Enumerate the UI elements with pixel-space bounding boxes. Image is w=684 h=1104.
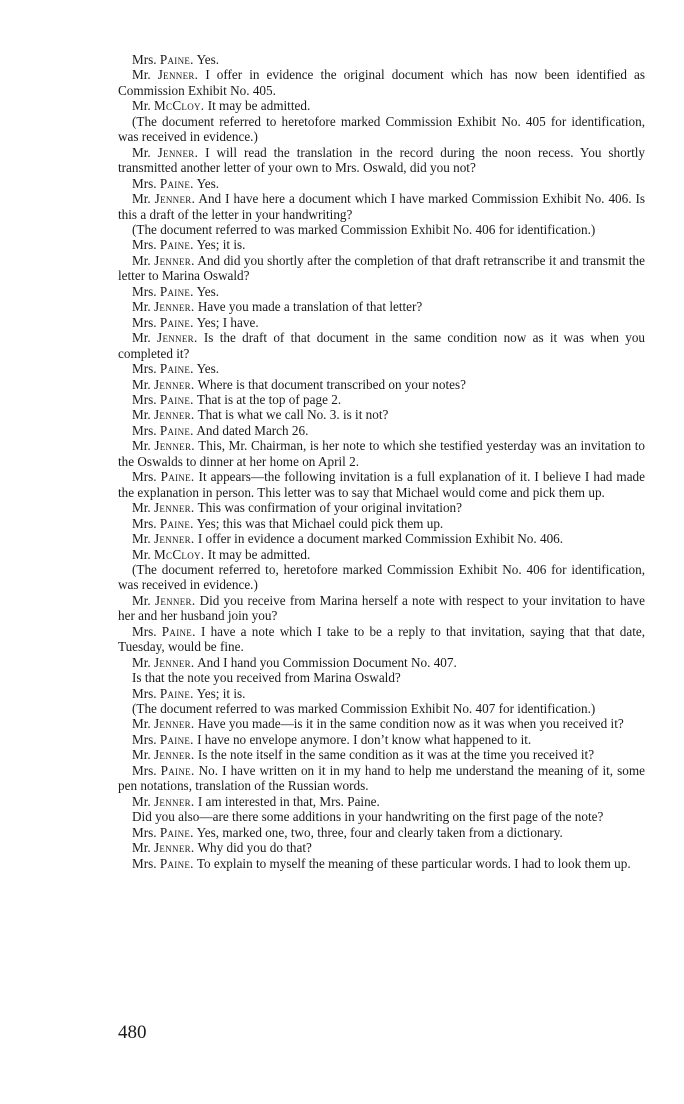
speaker-title: Mr. [132, 67, 151, 83]
speaker-name: Jenner. [153, 376, 195, 392]
paragraph-text: I have a note which I take to be a reply to that invitation, saying that that date, Tuesday, would be fine. [118, 623, 646, 655]
speaker-name: Jenner. [153, 654, 195, 670]
paragraph-text: And I hand you Commission Document No. 407. [194, 654, 457, 670]
speaker-name: Jenner. [153, 407, 195, 423]
speaker-name: Jenner. [153, 299, 195, 315]
speaker-name: Paine. [160, 469, 195, 485]
speaker-name: Jenner. [154, 592, 196, 608]
paragraph-text: Yes; it is. [193, 237, 246, 253]
speaker-title: Mr. [132, 252, 151, 268]
speaker-paragraph [118, 547, 645, 562]
speaker-name: Paine. [159, 422, 194, 438]
paragraph-text: It may be admitted. [204, 546, 311, 562]
paragraph-text: I am interested in that, Mrs. Paine. [194, 793, 380, 809]
speaker-title: Mr. [132, 840, 151, 856]
speaker-name: Paine. [159, 52, 194, 67]
paragraph-text: Yes, marked one, two, three, four and clearly taken from a dictionary. [193, 824, 563, 840]
speaker-name: Jenner. [157, 330, 198, 346]
speaker-paragraph [118, 191, 645, 222]
speaker-paragraph [118, 516, 645, 531]
speaker-paragraph [118, 469, 645, 500]
speaker-name: Paine. [159, 237, 194, 253]
speaker-title: Mrs. [132, 762, 157, 778]
record-paragraph [118, 701, 645, 716]
paragraph-text: Have you made a translation of that letter? [194, 299, 423, 315]
speaker-name: Paine. [159, 824, 194, 840]
speaker-title: Mrs. [132, 175, 157, 191]
speaker-title: Mrs. [132, 361, 157, 377]
speaker-paragraph [118, 98, 645, 113]
speaker-title: Mr. [132, 793, 151, 809]
speaker-paragraph [118, 361, 645, 376]
paragraph-text: It appears—the following invitation is a full explanation of it. I believe I had made the explanation in person. This letter was to say that Michael would come and pick them up. [118, 469, 645, 500]
paragraph-text: And dated March 26. [193, 422, 309, 438]
paragraph-text: (The document referred to was marked Commission Exhibit No. 407 for identification.) [132, 701, 596, 717]
speaker-paragraph [118, 299, 645, 314]
speaker-paragraph [118, 330, 645, 361]
speaker-paragraph [118, 500, 645, 515]
speaker-title: Mrs. [132, 731, 157, 747]
speaker-paragraph [118, 840, 645, 855]
speaker-name: Paine. [159, 731, 194, 747]
paragraph-text: Did you receive from Marina herself a note with respect to your invitation to have her and her husband join you? [118, 592, 646, 624]
paragraph-text: That is at the top of page 2. [193, 391, 342, 407]
speaker-title: Mr. [132, 330, 151, 346]
speaker-paragraph [118, 145, 645, 176]
record-paragraph [118, 114, 645, 145]
speaker-title: Mr. [132, 654, 151, 670]
speaker-name: Jenner. [154, 191, 196, 207]
speaker-title: Mr. [132, 747, 151, 763]
paragraph-text: Yes; it is. [193, 685, 246, 701]
paragraph-text: And I have here a document which I have marked Commission Exhibit No. 406. Is this a draft of the letter in your handwriting? [118, 191, 646, 222]
speaker-name: Paine. [159, 361, 194, 377]
testimony-text [118, 52, 645, 871]
speaker-title: Mrs. [132, 824, 157, 840]
speaker-title: Mr. [132, 716, 151, 732]
speaker-title: Mrs. [132, 52, 157, 67]
paragraph-text: This, Mr. Chairman, is her note to which she testified yesterday was an invitation to the Oswalds to dinner at her home on April 2. [118, 438, 645, 469]
paragraph-text: To explain to myself the meaning of these particular words. I had to look them up. [193, 855, 631, 871]
speaker-title: Mr. [132, 592, 151, 608]
speaker-paragraph [118, 438, 645, 469]
speaker-paragraph [118, 763, 645, 794]
paragraph-text: I have no envelope anymore. I don’t know what happened to it. [193, 731, 532, 747]
speaker-title: Mrs. [132, 469, 157, 485]
speaker-paragraph [118, 825, 645, 840]
speaker-title: Mr. [132, 407, 151, 423]
paragraph-text: Yes. [193, 52, 220, 67]
paragraph-text: That is what we call No. 3. is it not? [194, 407, 389, 423]
speaker-title: Mr. [132, 438, 151, 454]
paragraph-text: Yes; I have. [193, 314, 259, 330]
paragraph-text: Why did you do that? [194, 840, 312, 856]
speaker-paragraph [118, 176, 645, 191]
speaker-title: Mr. [132, 546, 151, 562]
speaker-paragraph [118, 686, 645, 701]
speaker-title: Mrs. [132, 237, 157, 253]
speaker-title: Mr. [132, 376, 151, 392]
speaker-title: Mr. [132, 144, 151, 160]
speaker-paragraph [118, 747, 645, 762]
speaker-title: Mrs. [132, 422, 157, 438]
speaker-name: Paine. [159, 685, 194, 701]
speaker-title: Mrs. [132, 685, 157, 701]
speaker-paragraph [118, 716, 645, 731]
speaker-paragraph [118, 423, 645, 438]
speaker-paragraph [118, 284, 645, 299]
paragraph-text: Is the note itself in the same condition as it was at the time you received it? [194, 747, 595, 763]
speaker-title: Mrs. [132, 283, 157, 299]
speaker-name: Jenner. [153, 793, 195, 809]
speaker-name: Jenner. [157, 144, 199, 160]
speaker-name: Paine. [159, 283, 194, 299]
speaker-name: Paine. [159, 175, 194, 191]
speaker-paragraph [118, 732, 645, 747]
speaker-title: Mrs. [132, 623, 157, 639]
speaker-paragraph [118, 237, 645, 252]
speaker-paragraph [118, 655, 645, 670]
speaker-name: Jenner. [153, 840, 195, 856]
speaker-name: Jenner. [153, 531, 195, 547]
paragraph-text: (The document referred to was marked Commission Exhibit No. 406 for identification.) [132, 221, 596, 237]
record-paragraph [118, 562, 645, 593]
paragraph-text: Is that the note you received from Marina Oswald? [132, 670, 401, 686]
paragraph-text: Have you made—is it in the same condition now as it was when you received it? [194, 716, 624, 732]
paragraph-text: Yes. [193, 175, 220, 191]
speaker-name: Jenner. [153, 500, 195, 516]
speaker-name: Paine. [159, 855, 194, 871]
speaker-name: Jenner. [153, 747, 195, 763]
speaker-name: McCloy. [153, 98, 205, 114]
speaker-paragraph [118, 52, 645, 67]
speaker-paragraph [118, 794, 645, 809]
speaker-title: Mrs. [132, 515, 157, 531]
speaker-paragraph [118, 593, 645, 624]
paragraph-text: I offer in evidence a document marked Commission Exhibit No. 406. [194, 531, 564, 547]
paragraph-text: (The document referred to heretofore marked Commission Exhibit No. 405 for identification, was received in evidence.) [118, 113, 645, 145]
speaker-name: Paine. [159, 391, 194, 407]
paragraph-text: Where is that document transcribed on your notes? [194, 376, 466, 392]
paragraph-text: And did you shortly after the completion of that draft retranscribe it and transmit the letter to Marina Oswald? [118, 252, 646, 284]
speaker-name: Paine. [159, 515, 194, 531]
speaker-paragraph [118, 624, 645, 655]
speaker-name: Jenner. [157, 67, 199, 83]
paragraph-text: (The document referred to, heretofore marked Commission Exhibit No. 406 for identification, was received in evidence.) [118, 561, 645, 593]
speaker-title: Mr. [132, 191, 151, 207]
page-number: 480 [118, 1022, 147, 1043]
speaker-title: Mr. [132, 531, 151, 547]
paragraph-text: Is the draft of that document in the same condition now as it was when you completed it? [118, 330, 646, 361]
speaker-paragraph [118, 253, 645, 284]
record-paragraph [118, 809, 645, 824]
paragraph-text: Did you also—are there some additions in your handwriting on the first page of the note? [132, 809, 604, 825]
speaker-title: Mrs. [132, 314, 157, 330]
speaker-paragraph [118, 531, 645, 546]
speaker-paragraph [118, 67, 645, 98]
speaker-name: McCloy. [153, 546, 205, 562]
paragraph-text: No. I have written on it in my hand to help me understand the meaning of it, some pen notations, translation of the Russian words. [118, 762, 646, 794]
paragraph-text: Yes; this was that Michael could pick them up. [193, 515, 444, 531]
speaker-title: Mrs. [132, 391, 157, 407]
speaker-paragraph [118, 856, 645, 871]
paragraph-text: I offer in evidence the original document which has now been identified as Commission Exhibit No. 405. [118, 67, 645, 98]
speaker-name: Paine. [160, 762, 195, 778]
record-paragraph [118, 222, 645, 237]
speaker-name: Jenner. [153, 716, 195, 732]
speaker-paragraph [118, 392, 645, 407]
speaker-paragraph [118, 315, 645, 330]
speaker-name: Jenner. [154, 438, 195, 454]
speaker-paragraph [118, 407, 645, 422]
speaker-title: Mr. [132, 98, 151, 114]
paragraph-text: Yes. [193, 283, 220, 299]
speaker-paragraph [118, 377, 645, 392]
speaker-title: Mrs. [132, 855, 157, 871]
paragraph-text: I will read the translation in the record during the noon recess. You shortly transmitted another letter of your own to Mrs. Oswald, did you not? [118, 144, 646, 176]
speaker-name: Jenner. [154, 252, 195, 268]
record-paragraph [118, 670, 645, 685]
speaker-title: Mr. [132, 500, 151, 516]
speaker-name: Paine. [159, 314, 194, 330]
paragraph-text: It may be admitted. [204, 98, 311, 114]
paragraph-text: This was confirmation of your original invitation? [194, 500, 463, 516]
speaker-title: Mr. [132, 299, 151, 315]
speaker-name: Paine. [161, 623, 196, 639]
paragraph-text: Yes. [193, 361, 220, 377]
